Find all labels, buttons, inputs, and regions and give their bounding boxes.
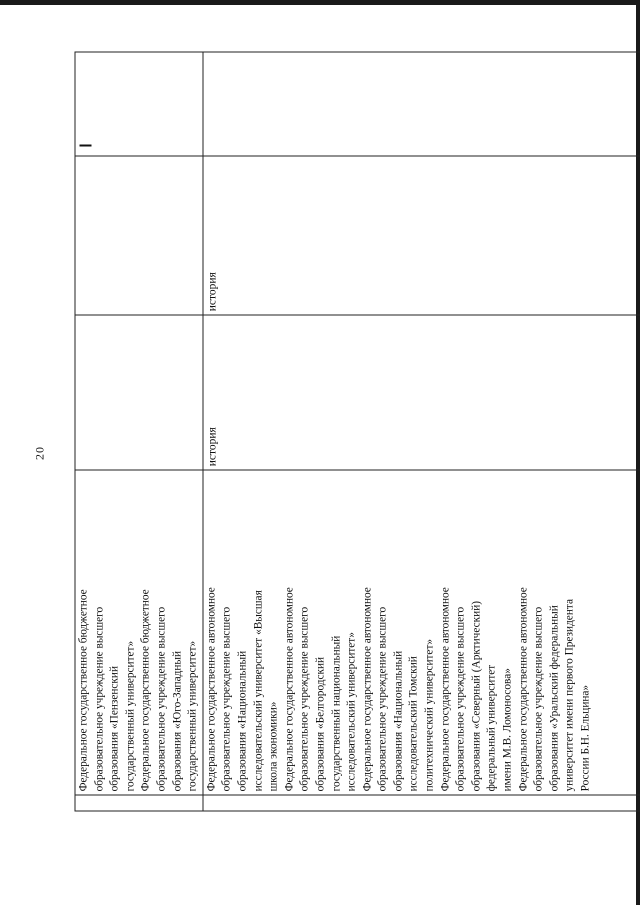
discipline-1-text <box>76 319 77 466</box>
organization-line: исследовательский Томский <box>407 655 420 791</box>
discipline-2-cell <box>202 155 640 314</box>
organization-line: образовательное учреждение высшего <box>298 606 311 791</box>
organization-line: образовательное учреждение высшего <box>532 606 545 791</box>
discipline-1-text: история <box>205 426 218 466</box>
organization-line: Федеральное государственное автономное <box>438 586 451 791</box>
table-row <box>75 52 203 811</box>
row-number-cell <box>75 794 203 810</box>
level-cell <box>202 52 640 156</box>
organization-line: Федеральное государственное автономное <box>516 586 529 791</box>
discipline-2-text <box>76 160 77 311</box>
organization-line: образования «Уральский федеральный <box>547 604 560 791</box>
organization-line: школа экономики» <box>267 701 280 791</box>
organization-line: Федеральное государственное автономное <box>360 586 373 791</box>
organization-line: Федеральное государственное бюджетное <box>77 588 89 791</box>
organization-line: образовательное учреждение высшего <box>454 606 467 791</box>
organization-line: политехнический университет» <box>423 638 436 791</box>
discipline-2-text: история <box>205 271 218 311</box>
organization-line: образования «Пензенский <box>108 665 121 791</box>
discipline-2-cell <box>75 155 203 314</box>
organization-line: образования «Национальный <box>235 650 248 791</box>
organization-line: образования «Юго-Западный <box>170 650 183 791</box>
organization-line: государственный университет» <box>186 640 199 791</box>
organization-line: образовательное учреждение высшего <box>376 606 389 791</box>
organization-line: России Б.Н. Ельцина» <box>579 684 591 791</box>
organization-line: имени М.В. Ломоносова» <box>501 667 514 791</box>
discipline-1-cell <box>75 314 203 469</box>
organization-line: государственный университет» <box>123 640 136 791</box>
organization-line: образования «Национальный <box>391 650 404 791</box>
organization-cell <box>202 469 640 794</box>
organization-line: Федеральное государственное бюджетное <box>139 588 152 791</box>
organization-line: исследовательский университет» <box>345 631 358 791</box>
organization-line: федеральный университет <box>485 664 498 791</box>
page-number: 20 <box>32 445 46 460</box>
organization-line: образовательное учреждение высшего <box>92 606 105 791</box>
organization-line: образовательное учреждение высшего <box>154 606 167 791</box>
organization-line: образования «Белгородский <box>313 656 326 791</box>
organization-line: исследовательский университет «Высшая <box>251 589 264 791</box>
organization-line: образования «Северный (Арктический) <box>469 600 482 791</box>
organization-line: Федеральное государственное автономное <box>204 586 217 791</box>
organization-cell <box>75 469 203 794</box>
organization-line: университет имени первого Президента <box>563 598 576 791</box>
discipline-1-cell <box>202 314 640 469</box>
table-row <box>202 52 640 811</box>
organization-line: государственный национальный <box>329 635 342 791</box>
level-mark <box>79 144 91 146</box>
organization-line: образовательное учреждение высшего <box>220 606 233 791</box>
universities-table <box>74 51 640 811</box>
level-cell <box>75 52 203 156</box>
organization-line: Федеральное государственное автономное <box>282 586 295 791</box>
row-number-cell <box>202 794 640 810</box>
